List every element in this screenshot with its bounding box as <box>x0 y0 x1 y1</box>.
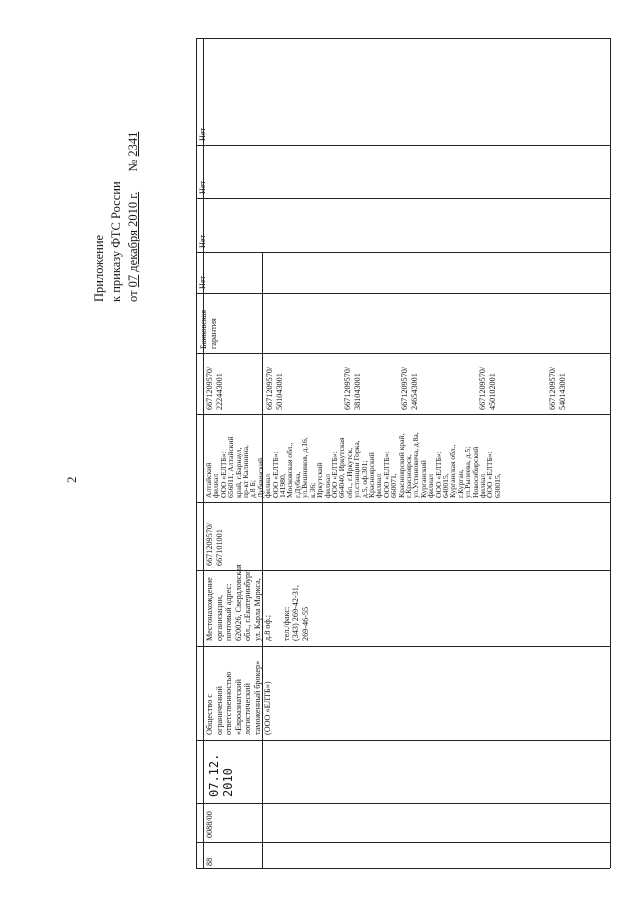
branch-line: Московская обл., <box>285 442 295 498</box>
branch-line: край, г.Барнаул, <box>233 447 243 498</box>
branch-line: филиал <box>322 473 332 498</box>
branch-inn-kpp-6 <box>548 367 567 410</box>
branch-inn-kpp-3 <box>343 367 362 410</box>
inn-kpp-line: 6671209570/ <box>400 366 409 410</box>
row-divider <box>196 293 610 294</box>
order-number: 2341 <box>126 131 140 157</box>
no-value-3: Нет <box>198 180 207 194</box>
branch-line: ул.станции Горка, <box>352 440 362 498</box>
branch-line: 656011, Алтайский <box>226 436 236 498</box>
branch-line: Новосибирский <box>470 446 480 498</box>
organization-location <box>205 564 311 641</box>
branch-line: г.Дубна, <box>292 471 302 498</box>
inn-kpp-line: 6671209570/ <box>205 522 214 566</box>
inn-kpp <box>205 523 224 566</box>
branch-line: филиал <box>374 473 384 498</box>
from-prefix: от <box>126 290 140 302</box>
date-line: 2010 <box>221 768 235 797</box>
org-name-line: «Евроазиатский <box>233 679 243 735</box>
branch-line: филиал <box>426 473 436 498</box>
table-border-top <box>196 38 610 39</box>
inn-kpp-line: 450102001 <box>487 373 497 410</box>
branch-line: 664040, Иркутская <box>337 437 347 498</box>
branch-inn-kpp-2 <box>265 367 284 410</box>
branch-line: ООО «ЕЛТБ»: <box>218 451 228 498</box>
org-name-line: логистический <box>243 683 253 735</box>
security-type <box>199 310 218 349</box>
location-line: 269-46-55 <box>300 606 310 641</box>
branch-inn-kpp-4 <box>400 367 419 410</box>
inn-kpp-line: 6671209570/ <box>548 366 557 410</box>
security-line: Банковская <box>199 309 208 349</box>
inn-kpp-line: 667101001 <box>214 529 224 566</box>
branch-line: Алтайский <box>204 462 213 498</box>
branch-line: ООО «ЕЛТБ»: <box>485 451 495 498</box>
no-value-1: Нет <box>198 275 207 289</box>
branch-line: д.8 Б; <box>248 480 258 498</box>
inn-kpp-line: 246543001 <box>409 373 419 410</box>
inn-kpp-line: 540143001 <box>557 373 567 410</box>
row-divider <box>196 842 610 843</box>
row-divider <box>196 502 610 503</box>
order-reference: к приказу ФТС России <box>109 181 123 302</box>
inn-kpp-line: 6671209570/ <box>343 366 352 410</box>
table-border-left <box>196 38 197 868</box>
row-divider <box>196 740 610 741</box>
location-line: (343) 269-42-31, <box>291 585 301 641</box>
branch-line: 141980, <box>278 473 288 498</box>
order-month-year: декабря 2010 г. <box>126 191 140 272</box>
branch-line: Курганский <box>418 460 428 498</box>
org-name-line: ответственностью <box>224 671 234 735</box>
branch-line: ООО «ЕЛТБ»: <box>433 451 443 498</box>
branch-line: Дубнинский <box>255 457 265 498</box>
appendix-title: Приложение <box>92 234 106 302</box>
org-name-line: таможенный брокер» <box>252 660 262 735</box>
inn-kpp-line: 222443001 <box>214 373 224 410</box>
org-name-line: ограниченной <box>214 686 224 735</box>
inn-kpp-line: 501043001 <box>274 373 284 410</box>
branch-line: ул.Рылеева, д.5; <box>463 446 473 498</box>
security-line: гарантия <box>208 318 218 349</box>
location-line: почтовый адрес: <box>224 583 234 641</box>
column-divider <box>262 252 263 868</box>
location-line: Местонахождение <box>205 577 214 641</box>
branch-line: 660071, <box>389 473 399 498</box>
branch-line: Иркутский <box>315 462 325 498</box>
branch-line: 630015, <box>492 473 502 498</box>
branch-line: обл., г.Иркутск, <box>344 447 354 498</box>
branch-line: 640015, <box>441 473 450 498</box>
branch-line: ООО «ЕЛТБ»: <box>381 451 391 498</box>
branch-line: д.5, оф.301; <box>359 460 369 498</box>
branch-inn-kpp-1 <box>205 367 224 410</box>
branch-inn-kpp-5 <box>478 367 497 410</box>
organization-name <box>205 661 272 735</box>
inn-kpp-line: 6671209570/ <box>265 366 274 410</box>
row-divider <box>196 353 610 354</box>
row-divider <box>196 414 610 415</box>
no-value-4: Нет <box>198 127 207 141</box>
branch-line: филиал <box>263 473 273 498</box>
branch-line: ООО «ЕЛТБ»: <box>329 451 339 498</box>
branch-line: г.Курган, <box>455 469 465 498</box>
column-divider <box>203 38 204 868</box>
inn-kpp-line: 6671209570/ <box>478 366 487 410</box>
page-number: 2 <box>64 476 79 483</box>
branch-line: ул.Вешняков, д.16, <box>300 437 310 498</box>
branch-line: филиал <box>211 473 221 498</box>
inn-kpp-line: 6671209570/ <box>205 366 214 410</box>
no-value-2: Нет <box>198 234 207 248</box>
row-index: 88 <box>205 857 214 866</box>
order-date-line <box>126 70 141 302</box>
branch-line: Красноярский <box>366 452 376 498</box>
location-line: ул. Карла Маркса, <box>252 578 262 641</box>
row-divider <box>196 646 610 647</box>
org-name-line: Общество с <box>205 693 214 735</box>
location-line: организации, <box>214 594 224 641</box>
branch-line: пр-кт Калинина, <box>241 445 251 498</box>
branch-list <box>205 432 501 498</box>
branch-line: Курганская обл., <box>448 444 458 498</box>
location-line: 620026, Свердловская <box>233 564 243 641</box>
branch-line: Красноярский край, <box>396 433 406 498</box>
row-divider <box>196 198 610 199</box>
location-line: д.8 оф.; <box>262 614 272 641</box>
row-divider <box>196 252 610 253</box>
row-divider <box>196 803 610 804</box>
table-border-bottom <box>196 868 610 869</box>
row-divider <box>196 145 610 146</box>
inn-kpp-line: 381043001 <box>352 373 362 410</box>
branch-line: ООО «ЕЛТБ»: <box>270 451 280 498</box>
issue-date <box>207 754 235 797</box>
location-line: обл., г.Екатеринбург, <box>243 569 253 641</box>
reg-number: 0088/00 <box>205 811 214 838</box>
date-line: 07.12. <box>207 753 221 797</box>
table-border-right <box>610 38 611 868</box>
order-day: 07 <box>126 274 140 288</box>
branch-line: к.36; <box>307 482 317 498</box>
branch-line: ул.Устиновича, д.8а, <box>411 432 421 498</box>
branch-line: г.Красноярск, <box>403 454 413 498</box>
number-prefix: № <box>126 159 140 172</box>
org-name-line: (ООО «ЕЛТБ») <box>262 681 272 735</box>
location-line: тел./факс: <box>281 606 291 641</box>
location-line <box>272 564 282 641</box>
branch-line: филиал <box>478 473 488 498</box>
